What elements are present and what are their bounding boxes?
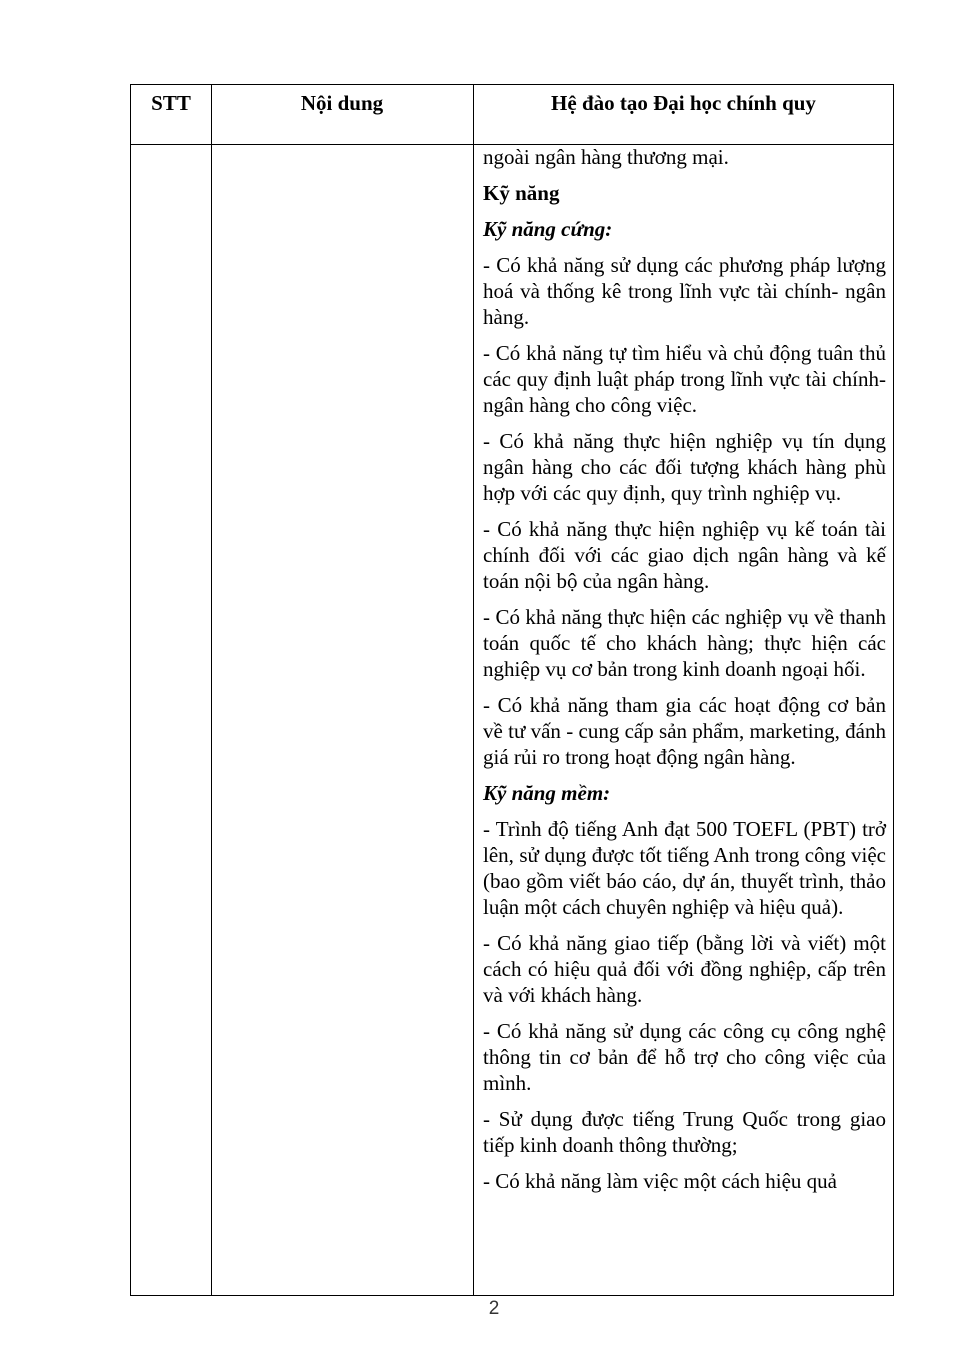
- soft-skill-item: - Có khả năng làm việc một cách hiệu quả: [483, 1169, 837, 1193]
- hard-skill-item: - Có khả năng sử dụng các phương pháp lượng hoá và thống kê trong lĩnh vực tài chính- ngân hàng.: [483, 253, 886, 329]
- hard-skill-item: - Có khả năng tự tìm hiểu và chủ động tuân thủ các quy định luật pháp trong lĩnh vực tài chính- ngân hàng cho công việc.: [483, 341, 886, 417]
- header-stt: STT: [151, 91, 191, 115]
- column-divider-stt: [211, 85, 212, 1295]
- soft-skill-item: - Có khả năng giao tiếp (bằng lời và viết) một cách có hiệu quả đối với đồng nghiệp, cấp trên và với khách hàng.: [483, 931, 886, 1007]
- program-content-cell: [483, 144, 886, 1204]
- hard-skill-item: - Có khả năng thực hiện các nghiệp vụ về thanh toán quốc tế cho khách hàng; thực hiện các nghiệp vụ cơ bản trong kinh doanh ngoại hối.: [483, 605, 886, 681]
- curriculum-table: [130, 84, 894, 1296]
- column-divider-noi-dung: [473, 85, 474, 1295]
- soft-skill-item: - Có khả năng sử dụng các công cụ công nghệ thông tin cơ bản để hỗ trợ cho công việc của mình.: [483, 1019, 886, 1095]
- header-noi-dung: Nội dung: [300, 91, 384, 115]
- hard-skill-item: - Có khả năng thực hiện nghiệp vụ tín dụng ngân hàng cho các đối tượng khách hàng phù hợp với các quy định, quy trình nghiệp vụ.: [483, 429, 886, 505]
- hard-skill-item: - Có khả năng tham gia các hoạt động cơ bản về tư vấn - cung cấp sản phẩm, marketing, đánh giá rủi ro trong hoạt động ngân hàng.: [483, 693, 886, 769]
- header-he-dao-tao: Hệ đào tạo Đại học chính quy: [551, 91, 816, 115]
- paragraph-intro-continuation: ngoài ngân hàng thương mại.: [483, 145, 729, 169]
- soft-skill-item: - Trình độ tiếng Anh đạt 500 TOEFL (PBT) trở lên, sử dụng được tốt tiếng Anh trong công việc (bao gồm viết báo cáo, dự án, thuyết trình, thảo luận một cách chuyên nghiệp và hiệu quả).: [483, 817, 886, 919]
- subheading-ky-nang-mem: Kỹ năng mềm:: [483, 781, 611, 805]
- heading-ky-nang: Kỹ năng: [483, 181, 560, 205]
- hard-skill-item: - Có khả năng thực hiện nghiệp vụ kế toán tài chính đối với các giao dịch ngân hàng và kế toán nội bộ của ngân hàng.: [483, 517, 886, 593]
- page-number: 2: [488, 1298, 500, 1319]
- soft-skill-item: - Sử dụng được tiếng Trung Quốc trong giao tiếp kinh doanh thông thường;: [483, 1107, 886, 1157]
- subheading-ky-nang-cung: Kỹ năng cứng:: [483, 217, 613, 241]
